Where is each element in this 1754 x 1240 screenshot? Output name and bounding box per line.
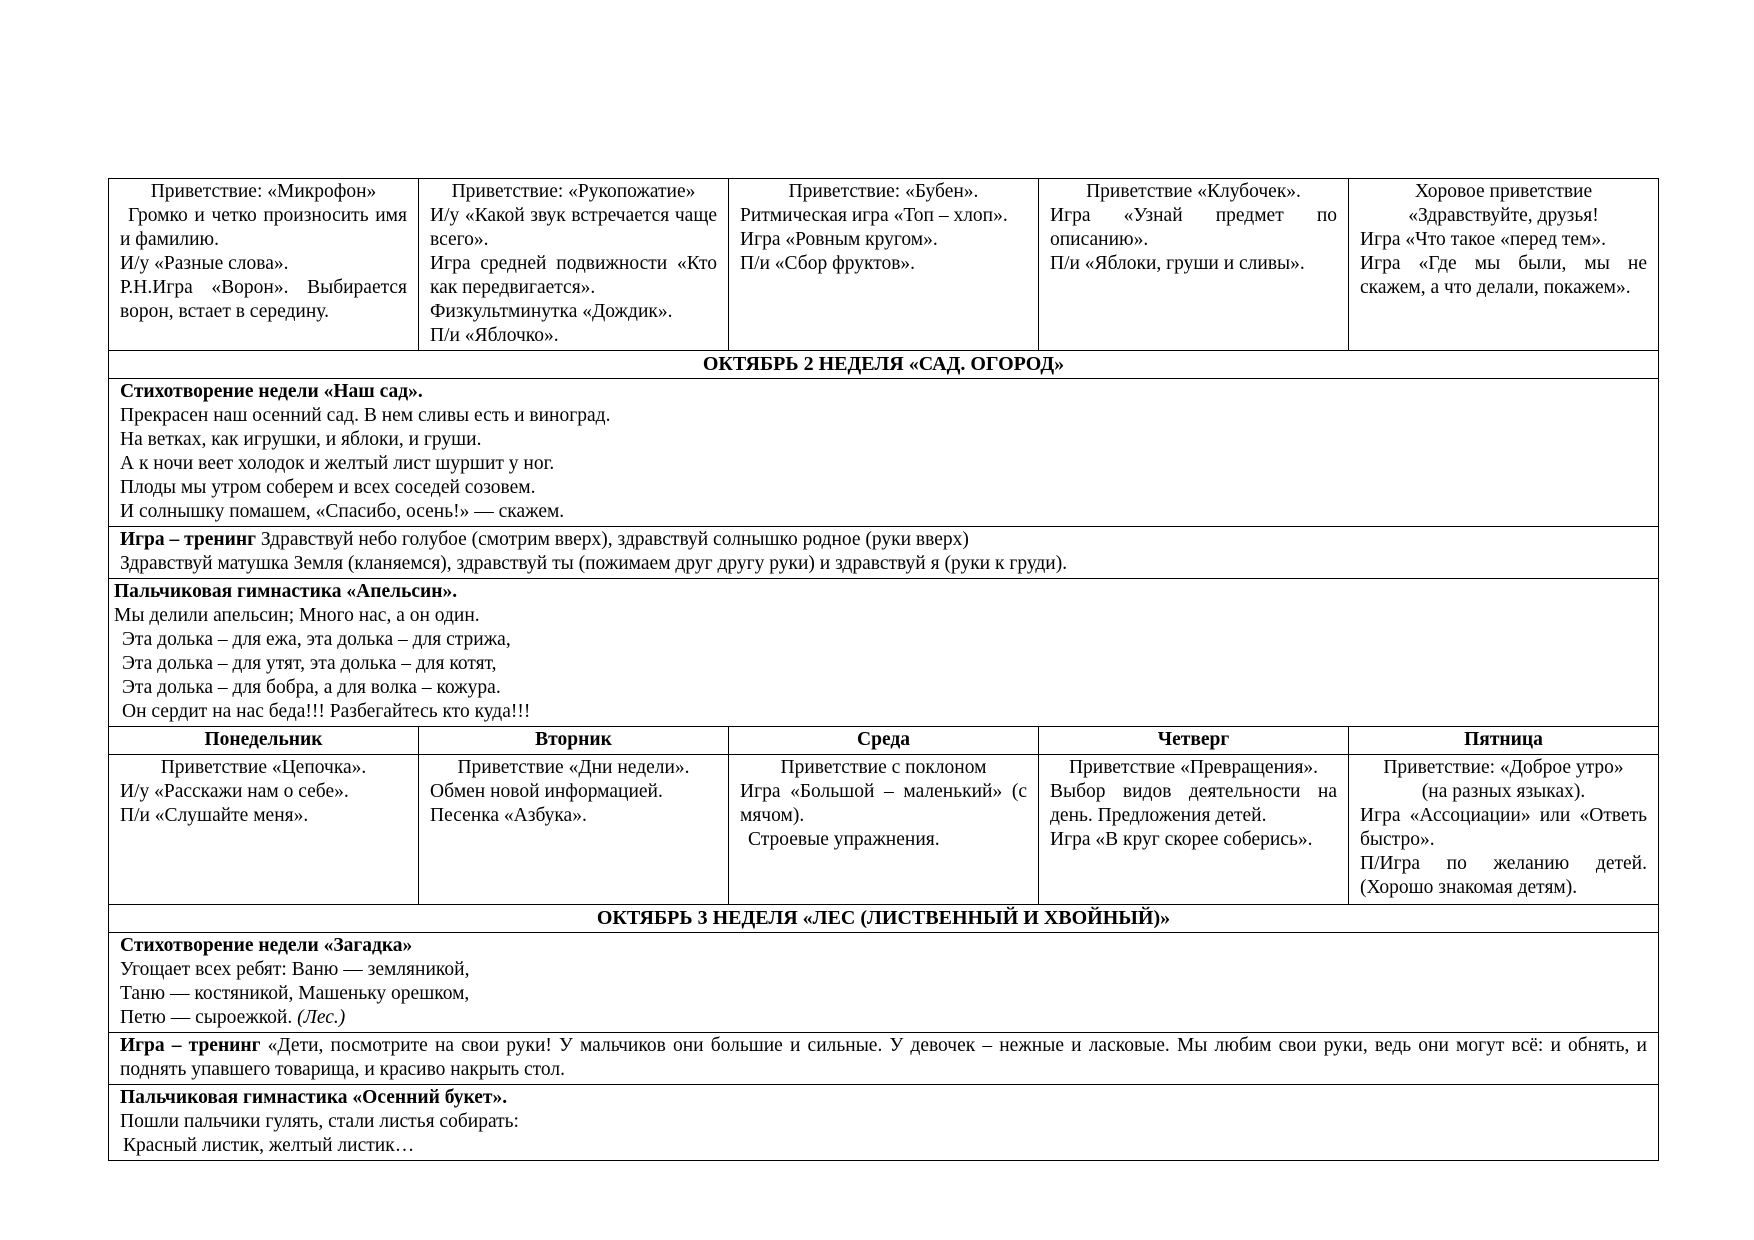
week-3-poem-row xyxy=(109,933,1659,1033)
activity: Физкультминутка «Дождик». xyxy=(430,301,673,322)
poem-line: Таню — костяникой, Машеньку орешком, xyxy=(120,983,470,1004)
training-label: Игра – тренинг xyxy=(120,529,256,550)
poem-line: И солнышку помашем, «Спасибо, осень!» — скажем. xyxy=(120,501,565,522)
week-2-poem-cell xyxy=(109,379,1659,527)
poem-line: Петю — сыроежкой. xyxy=(120,1007,298,1028)
activities-row-2 xyxy=(109,755,1659,905)
week-2-title: ОКТЯБРЬ 2 НЕДЕЛЯ «САД. ОГОРОД» xyxy=(109,351,1659,379)
training-label: Игра – тренинг xyxy=(120,1035,261,1056)
activity: Игра средней подвижности «Кто как передвигается». xyxy=(430,253,717,298)
poem-line: Угощает всех ребят: Ваню — земляникой, xyxy=(120,959,470,980)
activity: И/у «Разные слова». xyxy=(120,253,289,274)
activity: П/и «Яблочко». xyxy=(430,325,559,346)
greeting: Приветствие с поклоном xyxy=(780,757,987,778)
week-3-header-row xyxy=(109,905,1659,933)
weekly-plan-table xyxy=(108,178,1659,1161)
week-2-finger-row xyxy=(109,579,1659,727)
week-2-finger-cell xyxy=(109,579,1659,727)
activities-row-1 xyxy=(109,179,1659,351)
training-text: Здравствуй матушка Земля (кланяемся), здравствуй ты (пожимаем друг другу руки) и здравствуй я (руки к груди). xyxy=(120,553,1068,574)
activity: И/у «Какой звук встречается чаще всего». xyxy=(430,205,717,250)
activity: Громко и четко произносить имя и фамилию. xyxy=(120,205,407,250)
cell-friday-1 xyxy=(1349,179,1659,351)
greeting: Приветствие: «Бубен». xyxy=(788,181,979,202)
activity: Выбор видов деятельности на день. Предложения детей. xyxy=(1050,781,1337,826)
poem-line: Плоды мы утром соберем и всех соседей созовем. xyxy=(120,477,536,498)
activity: И/у «Расскажи нам о себе». xyxy=(120,781,349,802)
week-3-title: ОКТЯБРЬ 3 НЕДЕЛЯ «ЛЕС (ЛИСТВЕННЫЙ И ХВОЙНЫЙ)» xyxy=(109,905,1659,933)
cell-thursday-1 xyxy=(1039,179,1349,351)
riddle-answer: (Лес.) xyxy=(297,1007,346,1028)
poem-title: Стихотворение недели «Наш сад». xyxy=(120,381,423,402)
greeting: Приветствие «Цепочка». xyxy=(160,757,367,778)
day-header-friday: Пятница xyxy=(1349,727,1659,755)
finger-line: Мы делили апельсин; Много нас, а он один. xyxy=(114,605,480,626)
day-header-tuesday: Вторник xyxy=(419,727,729,755)
poem-line: А к ночи веет холодок и желтый лист шуршит у ног. xyxy=(120,453,555,474)
cell-thursday-2 xyxy=(1039,755,1349,905)
greeting: Приветствие: «Доброе утро» xyxy=(1383,757,1624,778)
cell-tuesday-1 xyxy=(419,179,729,351)
greeting: (на разных языках). xyxy=(1421,781,1586,802)
week-2-poem-row xyxy=(109,379,1659,527)
activity: Песенка «Азбука». xyxy=(430,805,587,826)
activity: Игра «Узнай предмет по описанию». xyxy=(1050,205,1337,250)
finger-title: Пальчиковая гимнастика «Апельсин». xyxy=(114,581,458,602)
poem-title: Стихотворение недели «Загадка» xyxy=(120,935,413,956)
finger-line: Эта долька – для утят, эта долька – для котят, xyxy=(122,653,497,674)
greeting: Приветствие: «Микрофон» xyxy=(150,181,377,202)
cell-wednesday-2 xyxy=(729,755,1039,905)
finger-line: Красный листик, желтый листик… xyxy=(123,1135,415,1156)
day-header-wednesday: Среда xyxy=(729,727,1039,755)
finger-line: Он сердит на нас беда!!! Разбегайтесь кто куда!!! xyxy=(122,701,531,722)
poem-line: На ветках, как игрушки, и яблоки, и груши. xyxy=(120,429,482,450)
activity: Игра «Большой – маленький» (с мячом). xyxy=(740,781,1027,826)
activity: П/Игра по желанию детей. (Хорошо знакомая детям). xyxy=(1360,853,1647,898)
finger-line: Эта долька – для бобра, а для волка – кожура. xyxy=(122,677,501,698)
activity: Игра «Что такое «перед тем». xyxy=(1360,229,1607,250)
activity: Игра «Ровным кругом». xyxy=(740,229,938,250)
greeting: Приветствие «Превращения». xyxy=(1068,757,1319,778)
greeting: Приветствие «Клубочек». xyxy=(1086,181,1301,202)
greeting: «Здравствуйте, друзья! xyxy=(1408,205,1599,226)
activity: Игра «Где мы были, мы не скажем, а что делали, покажем». xyxy=(1360,253,1647,298)
day-header-monday: Понедельник xyxy=(109,727,419,755)
training-text: Здравствуй небо голубое (смотрим вверх), здравствуй солнышко родное (руки вверх) xyxy=(256,529,969,550)
finger-title: Пальчиковая гимнастика «Осенний букет». xyxy=(120,1087,508,1108)
activity: Р.Н.Игра «Ворон». Выбирается ворон, встает в середину. xyxy=(120,277,407,322)
week-3-training-cell xyxy=(109,1033,1659,1085)
cell-wednesday-1 xyxy=(729,179,1039,351)
training-text: «Дети, посмотрите на свои руки! У мальчиков они большие и сильные. У девочек – нежные и ласковые. Мы любим свои руки, ведь они могут всё: и обнять, и поднять упавшего товарища, и красиво накрыть стол. xyxy=(120,1035,1647,1080)
activity: Ритмическая игра «Топ – хлоп». xyxy=(740,205,1008,226)
activity: П/и «Яблоки, груши и сливы». xyxy=(1050,253,1305,274)
week-2-header-row xyxy=(109,351,1659,379)
cell-monday-2 xyxy=(109,755,419,905)
cell-tuesday-2 xyxy=(419,755,729,905)
week-3-finger-row xyxy=(109,1085,1659,1161)
activity: П/и «Сбор фруктов». xyxy=(740,253,916,274)
activity: Игра «В круг скорее соберись». xyxy=(1050,829,1313,850)
week-3-finger-cell xyxy=(109,1085,1659,1161)
week-2-training-row xyxy=(109,527,1659,579)
activity: Обмен новой информацией. xyxy=(430,781,663,802)
activity: П/и «Слушайте меня». xyxy=(120,805,309,826)
finger-line: Эта долька – для ежа, эта долька – для стрижа, xyxy=(122,629,511,650)
week-3-training-row xyxy=(109,1033,1659,1085)
greeting: Приветствие: «Рукопожатие» xyxy=(451,181,696,202)
days-header-row xyxy=(109,727,1659,755)
finger-line: Пошли пальчики гулять, стали листья собирать: xyxy=(120,1111,519,1132)
cell-friday-2 xyxy=(1349,755,1659,905)
activity: Строевые упражнения. xyxy=(748,829,940,850)
poem-line: Прекрасен наш осенний сад. В нем сливы есть и виноград. xyxy=(120,405,611,426)
day-header-thursday: Четверг xyxy=(1039,727,1349,755)
cell-monday-1 xyxy=(109,179,419,351)
greeting: Хоровое приветствие xyxy=(1414,181,1593,202)
activity: Игра «Ассоциации» или «Ответь быстро». xyxy=(1360,805,1647,850)
greeting: Приветствие «Дни недели». xyxy=(457,757,690,778)
week-2-training-cell xyxy=(109,527,1659,579)
week-3-poem-cell xyxy=(109,933,1659,1033)
